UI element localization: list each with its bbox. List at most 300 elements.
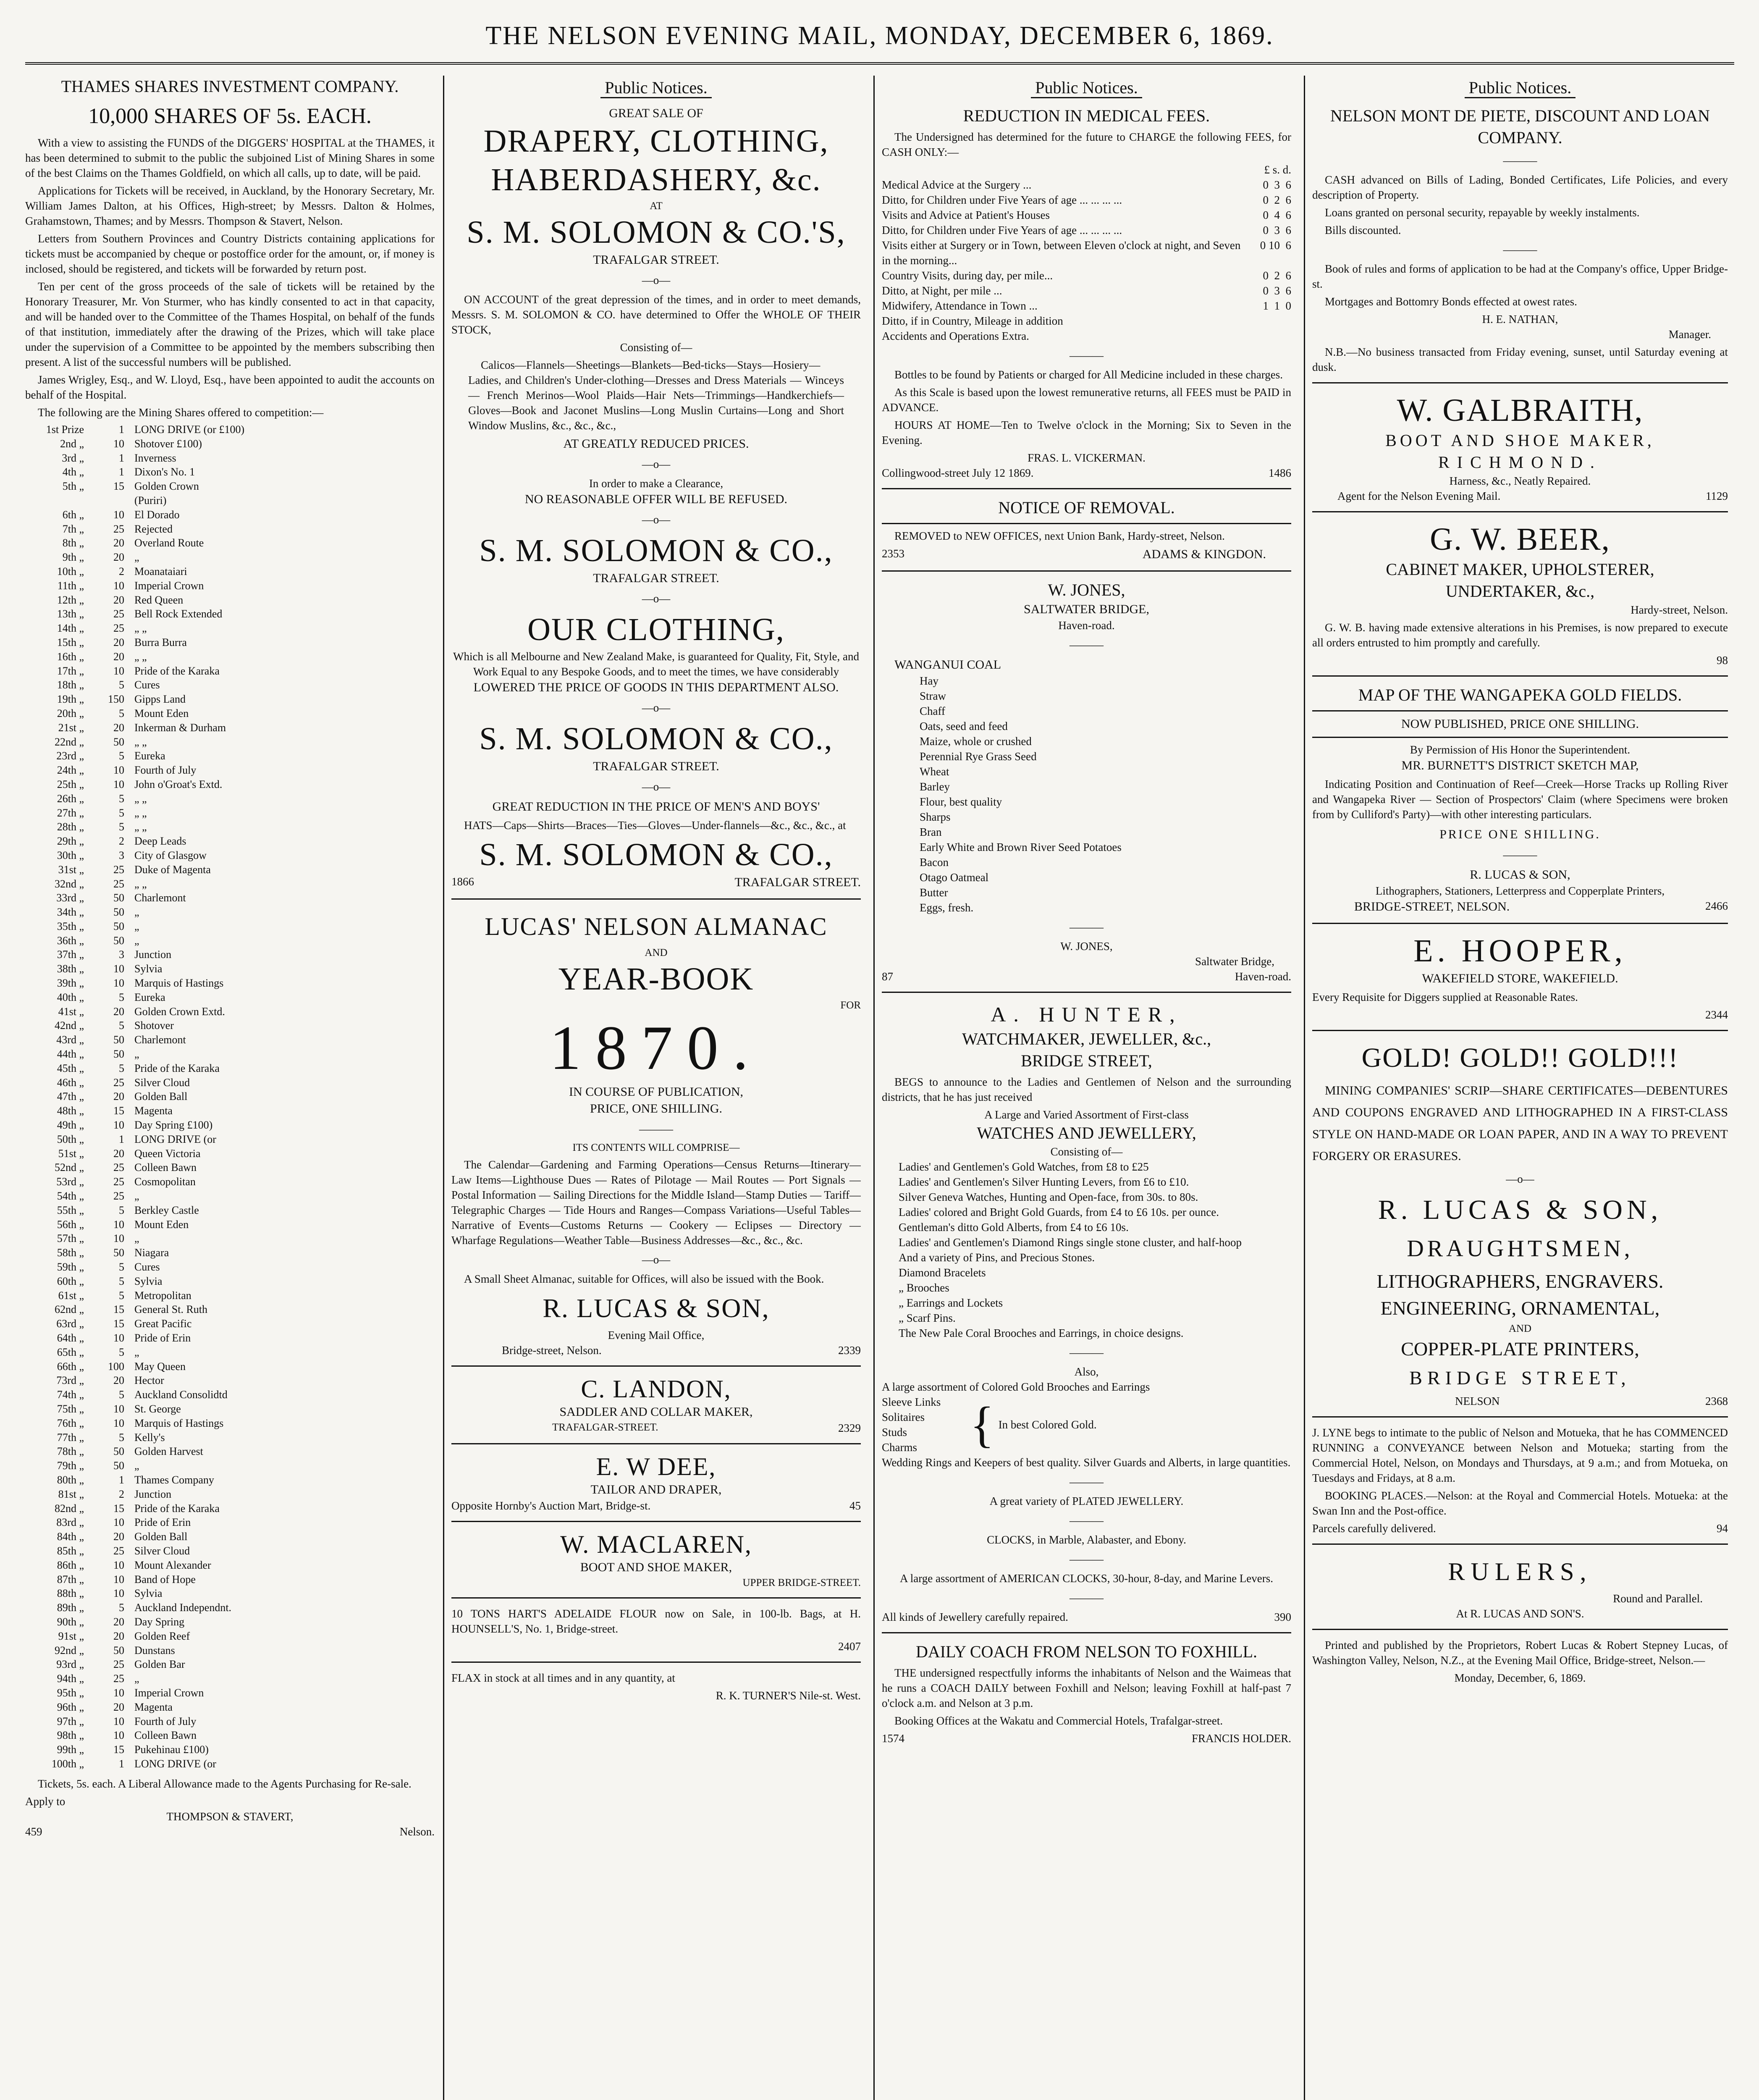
prize-shares: 50 — [113, 934, 124, 947]
vickerman-address: Collingwood-street July 12 1869. — [882, 467, 1034, 479]
prize-claim: „ — [134, 1048, 139, 1060]
prize-rank: 34th „ — [57, 906, 84, 919]
prize-shares: 20 — [113, 537, 124, 549]
prize-rank: 80th „ — [57, 1473, 84, 1486]
prize-rank: 93rd „ — [56, 1658, 84, 1671]
prize-row — [25, 1147, 435, 1161]
prize-rank: 41st „ — [58, 1005, 84, 1018]
prize-shares: 10 — [113, 508, 124, 521]
price-note: PRICE, ONE SHILLING. — [590, 1102, 722, 1116]
prize-rank: 26th „ — [57, 792, 84, 805]
prize-claim: „ — [134, 1460, 139, 1472]
maclaren-name: W. MACLAREN, — [560, 1530, 752, 1558]
prize-rank: 89th „ — [57, 1601, 84, 1614]
prize-claim: Imperial Crown — [134, 579, 204, 592]
prize-rank: 38th „ — [57, 963, 84, 975]
hunter-item: Gentleman's ditto Gold Alberts, from £4 to £6 10s. — [899, 1221, 1129, 1234]
fee-item: Accidents and Operations Extra. — [882, 330, 1029, 342]
prize-row — [25, 1459, 435, 1473]
prize-rank: 98th „ — [57, 1729, 84, 1742]
prize-rank: 76th „ — [57, 1417, 84, 1429]
prize-claim: Junction — [134, 948, 172, 961]
prize-shares: 50 — [113, 1445, 124, 1458]
drapery-heading: DRAPERY, CLOTHING, — [483, 123, 829, 159]
shares-heading: 10,000 SHARES OF 5s. EACH. — [88, 104, 372, 128]
prize-rank: 2nd „ — [60, 437, 84, 450]
fee-item: Ditto, for Children under Five Years of age ... ... ... ... — [882, 194, 1122, 206]
prize-claim: „ — [134, 920, 139, 932]
nelson-town: NELSON — [1455, 1395, 1500, 1407]
solomon-firm: S. M. SOLOMON & CO.'S, — [467, 215, 846, 250]
prize-claim: Colleen Bawn — [134, 1729, 197, 1742]
fee-item: Ditto, at Night, per mile ... — [882, 284, 1002, 297]
prize-shares: 5 — [119, 1204, 124, 1216]
prize-rank: 31st „ — [58, 863, 84, 876]
mont-nb: N.B.—No business transacted from Friday evening, sunset, until Saturday evening at dusk. — [1312, 346, 1728, 373]
jones-item: Oats, seed and feed — [920, 720, 1008, 732]
prize-shares: 25 — [113, 863, 124, 876]
prize-rank: 29th „ — [57, 835, 84, 848]
prize-shares: 15 — [113, 1105, 124, 1117]
prize-claim: Moanataiari — [134, 565, 187, 578]
coach-body: THE undersigned respectfully informs the inhabitants of Nelson and the Waimeas that he runs a COACH DAILY between Foxhill and Nelson; leaving Foxhill at half-past 7 o'clock a.m. and Nelson at 3 p.m. — [882, 1667, 1291, 1709]
prize-row — [25, 1175, 435, 1189]
prize-rank: 78th „ — [57, 1445, 84, 1458]
beer-trade-2: UNDERTAKER, &c., — [1445, 582, 1595, 601]
section-heading: Public Notices. — [1312, 76, 1728, 99]
hunter-item: And a variety of Pins, and Precious Stones. — [899, 1251, 1095, 1264]
prize-claim: Mount Eden — [134, 707, 189, 719]
galbraith-trade: BOOT AND SHOE MAKER, — [1385, 431, 1655, 450]
prize-shares: 50 — [113, 1048, 124, 1060]
apply-label: Apply to — [25, 1795, 66, 1808]
prize-shares: 5 — [119, 707, 124, 719]
prize-rank: 53rd „ — [56, 1176, 84, 1188]
imprint-date: Monday, December, 6, 1869. — [1454, 1672, 1586, 1684]
prize-claim: Eureka — [134, 750, 165, 762]
prize-row — [25, 579, 435, 593]
vickerman-signature: FRAS. L. VICKERMAN. — [1028, 452, 1146, 464]
hunter-street: BRIDGE STREET, — [1021, 1051, 1152, 1070]
ad-ref: 1866 — [451, 875, 474, 888]
prize-rank: 23rd „ — [56, 750, 84, 762]
dee-name: E. W DEE, — [596, 1453, 716, 1480]
prize-shares: 10 — [113, 1332, 124, 1344]
ad-ref: 2329 — [838, 1422, 861, 1434]
burnett-map: MR. BURNETT'S DISTRICT SKETCH MAP, — [1401, 759, 1639, 772]
prize-shares: 10 — [113, 977, 124, 990]
tickets-note: Tickets, 5s. each. A Liberal Allowance made to the Agents Purchasing for Re-sale. — [38, 1777, 412, 1790]
column-rule-2 — [873, 76, 875, 2100]
hunter-item: Silver Geneva Watches, Hunting and Open-face, from 30s. to 80s. — [899, 1191, 1198, 1203]
prize-rank: 28th „ — [57, 821, 84, 833]
course-note: IN COURSE OF PUBLICATION, — [569, 1085, 744, 1099]
prize-shares: 10 — [113, 963, 124, 975]
prize-rank: 74th „ — [57, 1389, 84, 1401]
mont-book: Book of rules and forms of application to be had at the Company's office, Upper Bridge-st. — [1312, 262, 1728, 290]
thames-para-1: With a view to assisting the FUNDS of the DIGGERS' HOSPITAL at the THAMES, it has been determined to submit to the public the subjoined List of Mining Shares in some of the best Claims on the Thames Goldfield, on which all calls, up to date, will be paid. — [25, 136, 435, 179]
ad-ref: 94 — [1717, 1522, 1728, 1535]
prize-row — [25, 1700, 435, 1714]
lucas-trade: Lithographers, Stationers, Letterpress and Copperplate Printers, — [1375, 885, 1665, 897]
prize-row — [25, 1728, 435, 1743]
consisting-label: Consisting of— — [1050, 1145, 1123, 1158]
prize-row — [25, 1388, 435, 1402]
hunter-item: The New Pale Coral Brooches and Earrings, in choice designs. — [899, 1327, 1184, 1339]
prize-claim: Charlemont — [134, 892, 186, 904]
copperplate: COPPER-PLATE PRINTERS, — [1401, 1338, 1639, 1360]
galbraith-town: RICHMOND. — [1438, 453, 1602, 472]
prize-claim: Auckland Consolidtd — [134, 1389, 228, 1401]
prize-shares: 1 — [119, 452, 124, 464]
prize-row — [25, 1061, 435, 1076]
prize-rank: 12th „ — [57, 593, 84, 606]
prize-row — [25, 990, 435, 1005]
prize-shares: 25 — [113, 522, 124, 535]
prize-shares: 20 — [113, 1090, 124, 1103]
prize-shares: 50 — [113, 892, 124, 904]
prize-claim: „ „ — [134, 792, 147, 805]
prize-row — [25, 692, 435, 706]
prize-rank: 95th „ — [57, 1686, 84, 1699]
yearbook-heading: YEAR-BOOK — [558, 961, 754, 997]
thames-para-4: Ten per cent of the gross proceeds of the sale of tickets will be retained by the Honorary Treasurer, Mr. Von Sturmer, who has kindly consented to act in that capacity, and will be handed over to the Committee of the Thames Hospital, on behalf of the funds of that institution, immediately after the drawing of the Prizes, which will take place under the supervision of a Committee to be appointed by the members subscribing then present. A list of the successful numbers will be published. — [25, 280, 435, 368]
fee-item: Visits either at Surgery or in Town, between Eleven o'clock at night, and Seven in the morning... — [882, 239, 1241, 267]
prize-row — [25, 1473, 435, 1487]
prize-row — [25, 1714, 435, 1729]
prize-row — [25, 721, 435, 735]
clearance-note: In order to make a Clearance, — [589, 477, 724, 490]
prize-rank: 7th „ — [62, 522, 84, 535]
prize-rank: 66th „ — [57, 1360, 84, 1373]
prize-claim: Pride of the Karaka — [134, 1502, 220, 1515]
prize-row — [25, 650, 435, 664]
prize-rank: 47th „ — [57, 1090, 84, 1103]
also-note: A large assortment of Colored Gold Brooches and Earrings — [882, 1381, 1150, 1393]
landon-trade: SADDLER AND COLLAR MAKER, — [559, 1405, 753, 1419]
clocks-note: CLOCKS, in Marble, Alabaster, and Ebony. — [987, 1533, 1186, 1546]
hooper-body: Every Requisite for Diggers supplied at Reasonable Rates. — [1312, 991, 1578, 1003]
prize-list — [25, 423, 435, 1771]
prize-row — [25, 848, 435, 863]
prize-rank: 40th „ — [57, 991, 84, 1003]
prize-claim: Silver Cloud — [134, 1544, 190, 1557]
lucas-firm: R. LUCAS & SON, — [1470, 868, 1570, 882]
prize-claim: General St. Ruth — [134, 1303, 208, 1316]
agent-name: THOMPSON & STAVERT, — [166, 1810, 294, 1823]
prize-row — [25, 1572, 435, 1587]
ad-ref: 2344 — [1705, 1008, 1728, 1021]
prize-shares: 15 — [113, 1318, 124, 1330]
prize-rank: 75th „ — [57, 1402, 84, 1415]
beer-trade: CABINET MAKER, UPHOLSTERER, — [1386, 560, 1654, 579]
hooper-store: WAKEFIELD STORE, WAKEFIELD. — [1422, 971, 1618, 985]
holder-signature: FRANCIS HOLDER. — [1191, 1732, 1291, 1745]
prize-row — [25, 1289, 435, 1303]
prize-claim: Deep Leads — [134, 835, 186, 848]
prize-rank: 20th „ — [57, 707, 84, 719]
jones-signature: W. JONES, — [1060, 940, 1113, 953]
prize-shares: 25 — [113, 1658, 124, 1671]
prize-rank: 77th „ — [57, 1431, 84, 1444]
prize-row — [25, 1643, 435, 1658]
coach-heading: DAILY COACH FROM NELSON TO FOXHILL. — [915, 1642, 1258, 1661]
prize-shares: 25 — [113, 1190, 124, 1202]
flour-notice: 10 TONS HART'S ADELAIDE FLOUR now on Sale, in 100-lb. Bags, at H. HOUNSELL'S, No. 1, Bridge-street. — [451, 1607, 861, 1635]
prize-rank: 51st „ — [58, 1147, 84, 1160]
prize-claim: Mount Eden — [134, 1218, 189, 1231]
fee-amount: 0 3 6 — [1263, 178, 1291, 191]
prize-row — [25, 777, 435, 792]
jones-item: Straw — [920, 690, 946, 702]
sleeve-group: Sleeve Links Solitaires Studs Charms { In best Colored Gold. — [882, 1394, 1291, 1455]
prize-shares: 2 — [119, 565, 124, 578]
flax-notice: FLAX in stock at all times and in any quantity, at — [451, 1672, 675, 1684]
prize-row — [25, 1629, 435, 1643]
prize-claim: „ — [134, 1232, 139, 1245]
draughtsmen: DRAUGHTSMEN, — [1407, 1236, 1633, 1262]
year-heading: 1870. — [549, 1013, 763, 1083]
prize-claim: Golden Ball — [134, 1090, 188, 1103]
prize-claim: „ „ — [134, 622, 147, 635]
prize-rank: 96th „ — [57, 1701, 84, 1713]
prize-row — [25, 1431, 435, 1445]
column-4: Public Notices. NELSON MONT DE PIETE, DISCOUNT AND LOAN COMPANY. ——— CASH advanced on Bills of Lading, Bonded Certificates, Life Policies, and every description of Property. Loans granted on personal security, repayable by weekly instalments. Bills discounted. ——— Book of rules and forms of application to be had at the Company's office, Upper Bridge-st. Mortgages and Bottomry Bonds effected at owest rates. H. E. NATHAN, Manager. N.B.—No business transacted from Friday evening, sunset, until Saturday evening at dusk. W. GALBRAITH, BOOT AND SHOE MAKER, RICHMOND. Harness, &c., Neatly Repaired. Agent for the Nelson Evening Mail. 1129 G. W. BEER, CABINET MAKER, UPHOLSTERER, UNDERTAKER, &c., Hardy-street, Nelson. G. W. B. having made extensive alterations in his Premises, is now prepared to execute all orders entrusted to him promptly and carefully. 98 MAP OF THE WANGAPEKA GOLD FIELDS. NOW PUBLISHED, PRICE ONE SHILLING. By Permission of His Honor the Superintendent. MR. BURNETT'S DISTRICT SKETCH MAP, Indicating Position and Continuation of Reef—Creek—Horse Tracks up Rolling River and Wangapeka River — Section of Prospectors' Claim (where Specimens were broken from by Culliford's Party)—with other interesting particulars. PRICE ONE SHILLING. ——— R. LUCAS & SON, Lithographers, Stationers, Letterpress and Copperplate Printers, BRIDGE-STREET, NELSON. 2466 E. HOOPER, WAKEFIELD STORE, WAKEFIELD. Every Requisite for Diggers supplied at Reasonable Rates. 2344 GOLD! GOLD!! GOLD!!! MINING COMPANIES' SCRIP—SHARE CERTIFICATES—DEBENTURES AND COUPONS ENGRAVED AND LITHOGRAPHED IN A FIRST-CLASS STYLE ON HAND-MADE OR LOAN PAPER, AND IN A WAY TO PREVENT FORGERY OR ERASURES. —o— R. LUCAS & SON, DRAUGHTSMEN, LITHOGRAPHERS, ENGRAVERS. ENGINEERING, ORNAMENTAL, AND COPPER-PLATE PRINTERS, BRIDGE STREET, NELSON 2368 J. LYNE begs to intimate to the public of Nelson and Motueka, that he has COMMENCED RUNNING a CONVEYANCE between Nelson and Motueka; starting from the Commercial Hotel, Nelson, on Mondays and Thursdays, at 9 a.m.; and from Motueka, on Tuesdays and Fridays, at 8 a.m. BOOKING PLACES.—Nelson: at the Royal and Commercial Hotels. Motueka: at the Swan Inn and the Post-office. Parcels carefully delivered. 94 RULERS, Round and Parallel. At R. LUCAS AND SON'S. Printed and published by the Proprietors, Robert Lucas & Robert Stepney Lucas, of Washington Valley, Nelson, N.Z., at the Evening Mail Office, Bridge-street, Nelson.— Monday, December, 6, 1869. — [1312, 76, 1728, 2100]
jones-sig-road: Haven-road. — [1235, 970, 1291, 983]
prize-claim: LONG DRIVE (or — [134, 1757, 216, 1770]
prize-rank: 39th „ — [57, 977, 84, 990]
column-3: Public Notices. REDUCTION IN MEDICAL FEES. The Undersigned has determined for the future to CHARGE the following FEES, for CASH ONLY:— £ s. d. Medical Advice at the Surgery ... 0 3 6 Ditto, for Children under Five Years of age ... ... ... ... 0 2 6 Visits and Advice at Patient's Houses 0 4 6 Ditto, for Children under Five Years of age ... ... ... ... 0 3 6 Visits either at Surgery or in Town, between Eleven o'clock at night, and Seven in the morning... 0 10 6 Country Visits, during day, per mile... 0 2 6 Ditto, at Night, per mile ... 0 3 6 Midwifery, Attendance in Town ... 1 1 0 Ditto, if in Country, Mileage in addition Accidents and Operations Extra. ——— Bottles to be found by Patients or charged for All Medicine included in these charges. As this Scale is based upon the lowest remunerative returns, all FEES must be PAID in ADVANCE. HOURS AT HOME—Ten to Twelve o'clock in the Morning; Six to Seven in the Evening. FRAS. L. VICKERMAN. Collingwood-street July 12 1869. 1486 NOTICE OF REMOVAL. REMOVED to NEW OFFICES, next Union Bank, Hardy-street, Nelson. 2353 ADAMS & KINGDON. W. JONES, SALTWATER BRIDGE, Haven-road. ——— WANGANUI COAL Hay Straw Chaff Oats, seed and feed Maize, whole or crushed Perennial Rye Grass Seed Wheat Barley Flour, best quality Sharps Bran Early White and Brown River Seed Potatoes Bacon Otago Oatmeal Butter Eggs, fresh. ——— W. JONES, Saltwater Bridge, 87 Haven-road. A. HUNTER, WATCHMAKER, JEWELLER, &c., BRIDGE STREET, BEGS to announce to the Ladies and Gentlemen of Nelson and the surrounding districts, that he has just received A Large and Varied Assortment of First-class WATCHES AND JEWELLERY, Consisting of— Ladies' and Gentlemen's Gold Watches, from £8 to £25 Ladies' and Gentlemen's Silver Hunting Levers, from £6 to £10. Silver Geneva Watches, Hunting and Open-face, from 30s. to 80s. Ladies' colored and Bright Gold Guards, from £4 to £6 10s. per ounce. Gentleman's ditto Gold Alberts, from £4 to £6 10s. Ladies' and Gentlemen's Diamond Rings single stone cluster, and half-hoop And a variety of Pins, and Precious Stones. Diamond Bracelets „ Brooches „ Earrings and Lockets „ Scarf Pins. The New Pale Coral Brooches and Earrings, in choice designs. ——— Also, A large assortment of Colored Gold Brooches and Earrings Sleeve Links Solitaires Studs Charms { In best Colored Gold. Wedding Rings and Keepers of best quality. Silver Guards and Alberts, in large quantities. ——— A great variety of PLATED JEWELLERY. ——— CLOCKS, in Marble, Alabaster, and Ebony. ——— A large assortment of AMERICAN CLOCKS, 30-hour, 8-day, and Marine Levers. ——— All kinds of Jewellery carefully repaired. 390 DAILY COACH FROM NELSON TO FOXHILL. THE undersigned respectfully informs the inhabitants of Nelson and the Waimeas that he runs a COACH DAILY between Foxhill and Nelson; leaving Foxhill at half-past 7 o'clock a.m. and Nelson at 3 p.m. Booking Offices at the Wakatu and Commercial Hotels, Trafalgar-street. 1574 FRANCIS HOLDER. — [882, 76, 1291, 2100]
prize-row — [25, 1104, 435, 1118]
masthead-title: THE NELSON EVENING MAIL, MONDAY, DECEMBER 6, 1869. — [485, 21, 1274, 50]
prize-row — [25, 508, 435, 522]
prize-claim: Colleen Bawn — [134, 1161, 197, 1174]
prize-rank: 25th „ — [57, 778, 84, 790]
prize-shares: 2 — [119, 1488, 124, 1500]
prize-claim: Shotover £100) — [134, 437, 202, 450]
jones-item: Flour, best quality — [920, 795, 1002, 808]
engineering: ENGINEERING, ORNAMENTAL, — [1380, 1297, 1660, 1319]
prize-shares: 50 — [113, 906, 124, 919]
fee-amount: 0 3 6 — [1263, 284, 1291, 297]
prize-row — [25, 1160, 435, 1175]
prize-rank: 10th „ — [57, 565, 84, 578]
prize-shares: 15 — [113, 1303, 124, 1316]
maclaren-street: UPPER BRIDGE-STREET. — [742, 1577, 861, 1588]
prize-rank: 64th „ — [57, 1332, 84, 1344]
solomon-firm-3: S. M. SOLOMON & CO., — [479, 721, 833, 756]
prize-shares: 20 — [113, 721, 124, 734]
prize-shares: 150 — [108, 693, 124, 706]
prize-shares: 15 — [113, 1502, 124, 1515]
prize-rank: 54th „ — [57, 1190, 84, 1202]
clothing-body: Which is all Melbourne and New Zealand Make, is guaranteed for Quality, Fit, Style, and Work Equal to any Bespoke Goods, and to meet the times, we have considerably — [453, 650, 859, 678]
ad-ref: 459 — [25, 1825, 42, 1838]
prize-row — [25, 550, 435, 564]
prize-rank: 13th „ — [57, 608, 84, 620]
prize-claim: Inkerman & Durham — [134, 721, 226, 734]
prize-shares: 1 — [119, 1757, 124, 1770]
prize-claim: May Queen — [134, 1360, 186, 1373]
jones-item: Sharps — [920, 811, 951, 823]
prize-rank: 55th „ — [57, 1204, 84, 1216]
prize-row — [25, 891, 435, 905]
dee-address: Opposite Hornby's Auction Mart, Bridge-st. — [451, 1499, 651, 1512]
prize-claim: Metropolitan — [134, 1289, 191, 1302]
lyne-parcels: Parcels carefully delivered. — [1312, 1522, 1436, 1535]
prize-shares: 5 — [119, 750, 124, 762]
prize-shares: 10 — [113, 764, 124, 777]
prize-row — [25, 678, 435, 692]
ad-ref: 1486 — [1269, 467, 1291, 479]
prize-rank: 87th „ — [57, 1573, 84, 1586]
prize-row — [25, 1033, 435, 1047]
hunter-item: Ladies' and Gentlemen's Silver Hunting Levers, from £6 to £10. — [899, 1176, 1189, 1188]
for-label: FOR — [840, 1000, 861, 1011]
dee-trade: TAILOR AND DRAPER, — [590, 1483, 722, 1496]
jones-item: Eggs, fresh. — [920, 901, 974, 914]
prize-claim: Marquis of Hastings — [134, 1417, 224, 1429]
prize-row — [25, 1274, 435, 1289]
prize-claim: Fourth of July — [134, 764, 197, 777]
hunter-item: Ladies' colored and Bright Gold Guards, from £4 to £6 10s. per ounce. — [899, 1206, 1219, 1218]
prize-row — [25, 1686, 435, 1700]
prize-rank: 4th „ — [62, 466, 84, 478]
prize-rank: 33rd „ — [56, 892, 84, 904]
prize-shares: 20 — [113, 1615, 124, 1628]
prize-row — [25, 1416, 435, 1431]
prize-claim: Sylvia — [134, 963, 163, 975]
fee-amount: 0 10 6 — [1260, 239, 1291, 252]
prize-row — [25, 1487, 435, 1502]
fee-row — [882, 223, 1291, 238]
prize-row — [25, 1189, 435, 1203]
prize-claim: „ — [134, 551, 139, 564]
prize-rank: 100th „ — [51, 1757, 84, 1770]
prize-row — [25, 877, 435, 891]
prize-rank: 65th „ — [57, 1346, 84, 1358]
column-rule-3 — [1304, 76, 1305, 2100]
prize-rank: 11th „ — [57, 579, 84, 592]
prize-row — [25, 1218, 435, 1232]
prize-claim: Eureka — [134, 991, 165, 1003]
prize-rank: 58th „ — [57, 1247, 84, 1259]
prize-rank: 30th „ — [57, 849, 84, 861]
great-sale-heading: GREAT SALE OF — [609, 106, 703, 120]
galbraith-agent: Agent for the Nelson Evening Mail. — [1337, 490, 1501, 502]
prize-row — [25, 1089, 435, 1104]
fee-row — [882, 177, 1291, 192]
prize-claim: Junction — [134, 1488, 172, 1500]
prize-row — [25, 1502, 435, 1516]
prize-rank: 86th „ — [57, 1559, 84, 1571]
prize-row — [25, 1360, 435, 1374]
sleeve-item: Studs — [882, 1426, 907, 1438]
and-label: AND — [645, 947, 668, 958]
map-heading: MAP OF THE WANGAPEKA GOLD FIELDS. — [1358, 685, 1682, 704]
prize-shares: 50 — [113, 1460, 124, 1472]
bracket-note: In best Colored Gold. — [998, 1418, 1097, 1431]
prize-claim: „ „ — [134, 877, 147, 890]
prize-row — [25, 976, 435, 990]
prize-row — [25, 664, 435, 678]
prize-row — [25, 607, 435, 621]
prize-row — [25, 919, 435, 934]
prize-claim: El Dorado — [134, 508, 180, 521]
jones-item-list — [882, 673, 1291, 915]
also-label: Also, — [1074, 1365, 1099, 1378]
prize-claim: „ — [134, 906, 139, 919]
fee-row — [882, 298, 1291, 313]
prize-rank: 9th „ — [62, 551, 84, 564]
prize-claim: „ — [134, 1672, 139, 1685]
prize-row — [25, 1615, 435, 1629]
sheet-note: A Small Sheet Almanac, suitable for Offices, will also be issued with the Book. — [464, 1273, 824, 1285]
prize-shares: 25 — [113, 877, 124, 890]
prize-shares: 10 — [113, 437, 124, 450]
prize-shares: 20 — [113, 1374, 124, 1387]
nathan-role: Manager. — [1668, 328, 1711, 341]
prize-rank: 22nd „ — [54, 735, 84, 748]
solomon-body: ON ACCOUNT of the great depression of the times, and in order to meet demands, Messrs. S. M. SOLOMON & CO. have determined to Offer the WHOLE OF THEIR STOCK, — [451, 293, 861, 336]
prize-rank: 60th „ — [57, 1275, 84, 1287]
ad-ref: 45 — [849, 1499, 861, 1512]
hunter-body: BEGS to announce to the Ladies and Gentlemen of Nelson and the surrounding districts, that he has just received — [882, 1076, 1291, 1103]
prize-shares: 10 — [113, 1587, 124, 1600]
prize-rank: 43rd „ — [56, 1034, 84, 1046]
prize-rank: 59th „ — [57, 1261, 84, 1273]
prize-shares: 15 — [113, 1743, 124, 1756]
hunter-item: Ladies' and Gentlemen's Diamond Rings single stone cluster, and half-hoop — [899, 1236, 1242, 1249]
prize-row — [25, 792, 435, 806]
prize-claim: Day Spring — [134, 1615, 185, 1628]
rulers-firm: At R. LUCAS AND SON'S. — [1456, 1607, 1584, 1620]
prize-claim: Queen Victoria — [134, 1147, 201, 1160]
beer-name: G. W. BEER, — [1430, 522, 1610, 557]
prize-shares: 25 — [113, 1672, 124, 1685]
prize-claim: Inverness — [134, 452, 176, 464]
prize-shares: 10 — [113, 1119, 124, 1131]
refused-note: NO REASONABLE OFFER WILL BE REFUSED. — [524, 492, 788, 506]
prize-row — [25, 1231, 435, 1246]
prize-claim: John o'Groat's Extd. — [134, 778, 223, 790]
prize-rank: 83rd „ — [56, 1516, 84, 1529]
prize-row — [25, 1373, 435, 1388]
prize-shares: 1 — [119, 466, 124, 478]
jones-item: Early White and Brown River Seed Potatoes — [920, 841, 1122, 853]
goods-list: Calicos—Flannels—Sheetings—Blankets—Bed-ticks—Stays—Hosiery—Ladies, and Children's Under-clothing—Dresses and Dress Materials — Winceys — French Merinos—Wool Plaids—Hair Nets—Trimmings—Handkerchiefs—Gloves—Book and Jaconet Muslins—Long Muslin Curtains—Long and Short Window Muslins, &c., &c., &c., — [468, 359, 844, 432]
fee-row — [882, 207, 1291, 223]
prize-row — [25, 593, 435, 607]
landon-name: C. LANDON, — [581, 1375, 731, 1403]
prize-row — [25, 465, 435, 479]
prize-claim: „ „ — [134, 806, 147, 819]
prize-rank: 44th „ — [57, 1048, 84, 1060]
prize-row — [25, 1530, 435, 1544]
gold-heading: GOLD! GOLD!! GOLD!!! — [1361, 1042, 1679, 1073]
jones-item: Otago Oatmeal — [920, 871, 989, 884]
jones-item: Hay — [920, 675, 938, 687]
mont-mortgage: Mortgages and Bottomry Bonds effected at owest rates. — [1325, 295, 1577, 308]
american-clocks-note: A large assortment of AMERICAN CLOCKS, 30-hour, 8-day, and Marine Levers. — [899, 1572, 1274, 1585]
prize-rank: 21st „ — [58, 721, 84, 734]
prize-claim: Pride of the Karaka — [134, 664, 220, 677]
prize-shares: 20 — [113, 1530, 124, 1543]
prize-rank: 49th „ — [57, 1119, 84, 1131]
prize-row — [25, 706, 435, 721]
prize-shares: 3 — [119, 948, 124, 961]
consisting-label: Consisting of— — [620, 341, 692, 354]
